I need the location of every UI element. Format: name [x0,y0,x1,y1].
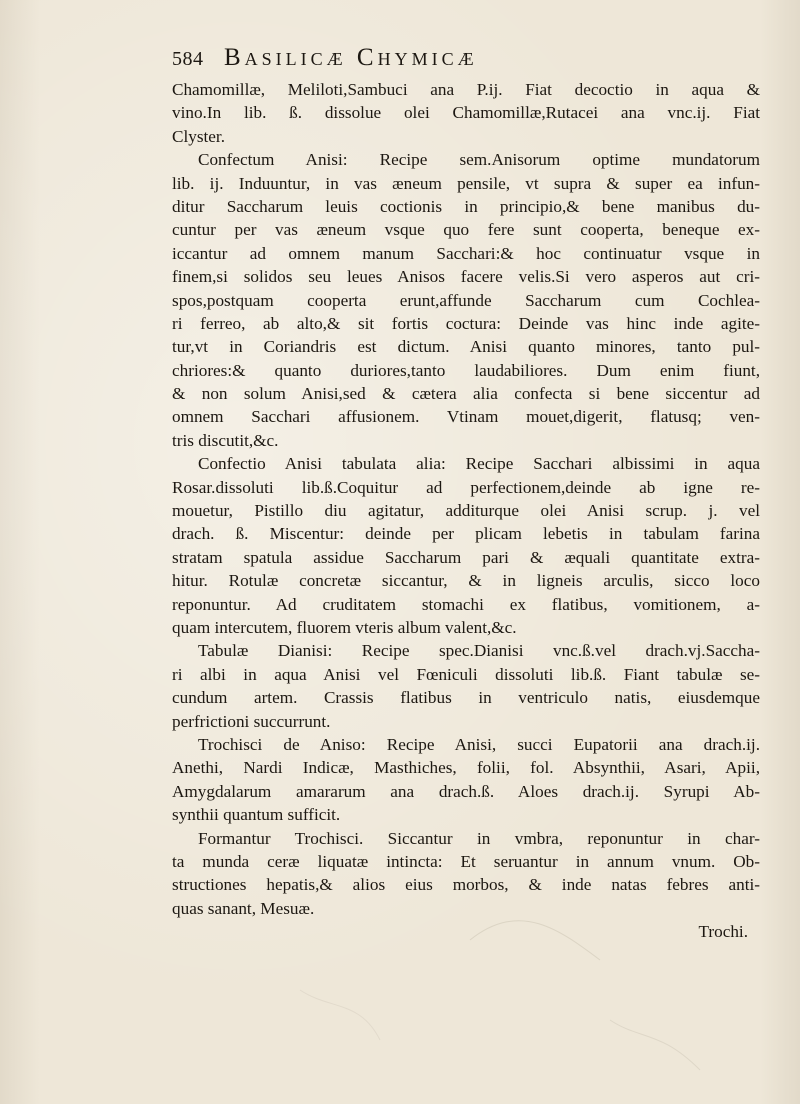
text-line: lib. ij. Induuntur, in vas æneum pensile, vt supra & super ea infun- [172,173,760,193]
text-line: structiones hepatis,& alios eius morbos, & inde natas febres anti- [172,875,760,895]
text-line: quam intercutem, fluorem vteris album valent,&c. [172,617,517,637]
text-line: vino.In lib. ß. dissolue olei Chamomillæ,Rutacei ana vnc.ij. Fiat [172,103,760,123]
text-line: Anethi, Nardi Indicæ, Masthiches, folii, fol. Absynthii, Asari, Apii, [172,758,760,778]
page-number: 584 [172,48,204,70]
text-line: ri albi in aqua Anisi vel Fœniculi dissoluti lib.ß. Fiant tabulæ se- [172,664,760,684]
text-line: drach. ß. Miscentur: deinde per plicam lebetis in tabulam farina [172,524,760,544]
text-line: synthii quantum sufficit. [172,805,341,825]
text-line: finem,si solidos seu leues Anisos facere velis.Si vero asperos aut cri- [172,267,760,287]
text-line: reponuntur. Ad cruditatem stomachi ex flatibus, vomitionem, a- [172,594,760,614]
text-line: stratam spatula assidue Saccharum pari & æquali quantitate extra- [172,547,760,567]
text-line: quas sanant, Mesuæ. [172,898,315,918]
text-line: tris discutit,&c. [172,430,279,450]
paragraph-start-line: Tabulæ Dianisi: Recipe spec.Dianisi vnc.ß.vel drach.vj.Saccha- [198,641,760,661]
text-line: omnem Sacchari affusionem. Vtinam mouet,digerit, flatusq; ven- [172,407,760,427]
text-line: ta munda ceræ liquatæ intincta: Et seruantur in annum vnum. Ob- [172,851,760,871]
text-line: & non solum Anisi,sed & cætera alia confecta si bene siccentur ad [172,384,760,404]
text-line: Rosar.dissoluti lib.ß.Coquitur ad perfectionem,deinde ab igne re- [172,477,760,497]
text-line: Chamomillæ, Meliloti,Sambuci ana P.ij. Fiat decoctio in aqua & [172,80,760,99]
text-block [172,78,760,943]
running-head [172,44,772,78]
text-line: mouetur, Pistillo diu agitatur, additurque olei Anisi scrup. j. vel [172,501,760,521]
text-line: hitur. Rotulæ concretæ siccantur, & in ligneis arculis, sicco loco [172,571,760,591]
text-line: iccantur ad omnem manum Sacchari:& hoc continuatur vsque in [172,243,760,263]
text-line: cundum artem. Crassis flatibus in ventriculo natis, eiusdemque [172,688,760,708]
text-line: tur,vt in Coriandris est dictum. Anisi quanto minores, tanto pul- [172,337,760,357]
text-line: ditur Saccharum leuis coctionis in principio,& bene manibus du- [172,196,760,216]
text-line: chriores:& quanto duriores,tanto laudabiliores. Dum enim fiunt, [172,360,760,380]
text-line: cuntur per vas æneum vsque quo fere sunt cooperta, beneque ex- [172,220,760,240]
text-line: Amygdalarum amararum ana drach.ß. Aloes drach.ij. Syrupi Ab- [172,781,760,801]
running-title: Basilicæ Chymicæ [224,44,478,71]
paragraph-start-line: Trochisci de Aniso: Recipe Anisi, succi Eupatorii ana drach.ij. [198,734,760,754]
text-line: Clyster. [172,126,225,146]
catchword: Trochi. [698,922,748,942]
text-line: perfrictioni succurrunt. [172,711,331,731]
paragraph-start-line: Formantur Trochisci. Siccantur in vmbra, reponuntur in char- [198,828,760,848]
paragraph-start-line: Confectum Anisi: Recipe sem.Anisorum optime mundatorum [198,150,760,170]
paragraph-start-line: Confectio Anisi tabulata alia: Recipe Sacchari albissimi in aqua [198,454,760,474]
text-line: ri ferreo, ab alto,& sit fortis coctura: Deinde vas hinc inde agite- [172,313,760,333]
text-line: spos,postquam cooperta erunt,affunde Saccharum cum Cochlea- [172,290,760,310]
